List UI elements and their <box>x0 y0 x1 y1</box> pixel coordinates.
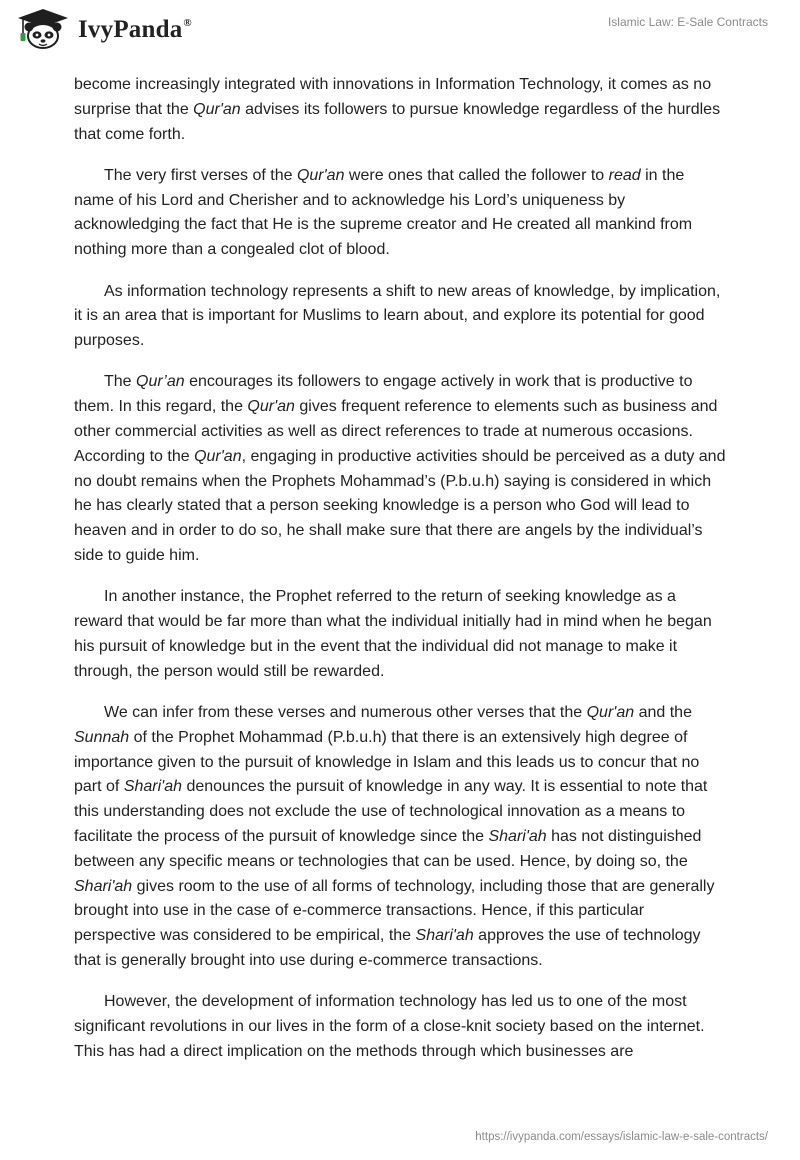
text-run: encourages its followers to engage actively in work that is productive to them. In this regard, the <box>74 373 693 416</box>
text-run: denounces the pursuit of knowledge in any way. It is essential to note that this understanding does not exclude the use of technological innovation as a means to facilitate the process of the pursuit of knowledge since the <box>74 778 708 846</box>
text-run: approves the use of technology that is generally brought into use during e-commerce transactions. <box>74 927 701 969</box>
paragraph <box>74 585 726 684</box>
text-run: gives frequent reference to elements such as business and other commercial activities as well as direct references to trade at numerous occasions. According to the <box>74 398 718 465</box>
text-run: However, the development of information technology has led us to one of the most significant revolutions in our lives in the form of a close-knit society based on the internet. This has had a direct implication on the methods through which businesses are <box>74 993 705 1060</box>
text-run: , engaging in productive activities should be perceived as a duty and no doubt remains when the Prophets Mohammad’s (P.b.u.h) saying is considered in which he has clearly stated that a person seeking knowledge is a person who God will lead to heaven and in order to do so, he shall make sure that there are angels by the individual’s side to guide him. <box>74 447 726 565</box>
italic-term: Qur'an <box>586 704 635 722</box>
italic-term: Qur'an <box>193 100 241 118</box>
italic-term: Qur'an <box>247 398 295 416</box>
paragraph <box>74 990 726 1064</box>
paragraph <box>74 370 726 568</box>
text-run: become increasingly integrated with innovations in Information Technology, it comes as no surprise that the <box>74 76 712 118</box>
text-run: advises its followers to pursue knowledge regardless of the hurdles that come forth. <box>74 100 721 143</box>
text-run: As information technology represents a shift to new areas of knowledge, by implication, it is an area that is important for Muslims to learn about, and explore its potential for good purposes. <box>74 282 721 350</box>
italic-term: Shari'ah <box>488 828 547 846</box>
text-run: and the <box>634 704 692 722</box>
text-run: We can infer from these verses and numerous other verses that the <box>104 704 587 722</box>
italic-term: Shari'ah <box>74 877 133 895</box>
paragraph <box>74 280 726 354</box>
italic-term: Shari'ah <box>415 927 474 945</box>
text-run: in the name of his Lord and Cherisher and to acknowledge his Lord’s uniqueness by acknowledging the fact that He is the supreme creator and He created all mankind from nothing more than a congealed clot of blood. <box>74 166 693 259</box>
text-run: were ones that called the follower to <box>344 166 609 184</box>
italic-term: Qur'an <box>296 166 345 184</box>
text-run: of the Prophet Mohammad (P.b.u.h) that there is an extensively high degree of importance given to the pursuit of knowledge in Islam and this leads us to concur that no part of <box>74 728 700 796</box>
italic-term: read <box>608 166 641 184</box>
italic-term: Qur’an <box>136 373 185 391</box>
paragraph <box>74 73 726 147</box>
text-run: In another instance, the Prophet referred to the return of seeking knowledge as a reward that would be far more than what the individual initially had in mind when he began his pursuit of knowledge but in the event that the individual did not manage to make it through, the person would still be rewarded. <box>74 588 712 680</box>
document-title: Islamic Law: E-Sale Contracts <box>607 15 768 29</box>
essay-body <box>74 73 726 1081</box>
italic-term: Qur'an <box>194 447 242 465</box>
page-header <box>0 0 800 70</box>
brand-name: IvyPanda® <box>78 16 192 43</box>
italic-term: Sunnah <box>74 728 130 746</box>
source-url[interactable]: https://ivypanda.com/essays/islamic-law-e-sale-contracts/ <box>475 1131 768 1143</box>
text-run: The very first verses of the <box>104 166 297 184</box>
italic-term: Shari'ah <box>123 778 183 796</box>
text-run: gives room to the use of all forms of technology, including those that are generally brought into use in the case of e-commerce transactions. Hence, if this particular perspective was considered to be empirical, the <box>74 877 715 945</box>
text-run: has not distinguished between any specific means or technologies that can be used. Hence, by doing so, the <box>74 828 702 870</box>
paragraph <box>74 701 726 974</box>
registered-mark: ® <box>183 16 192 29</box>
text-run: The <box>104 373 137 391</box>
brand-logo[interactable] <box>14 8 192 50</box>
panda-graduate-icon <box>14 8 72 50</box>
paragraph <box>74 164 726 263</box>
